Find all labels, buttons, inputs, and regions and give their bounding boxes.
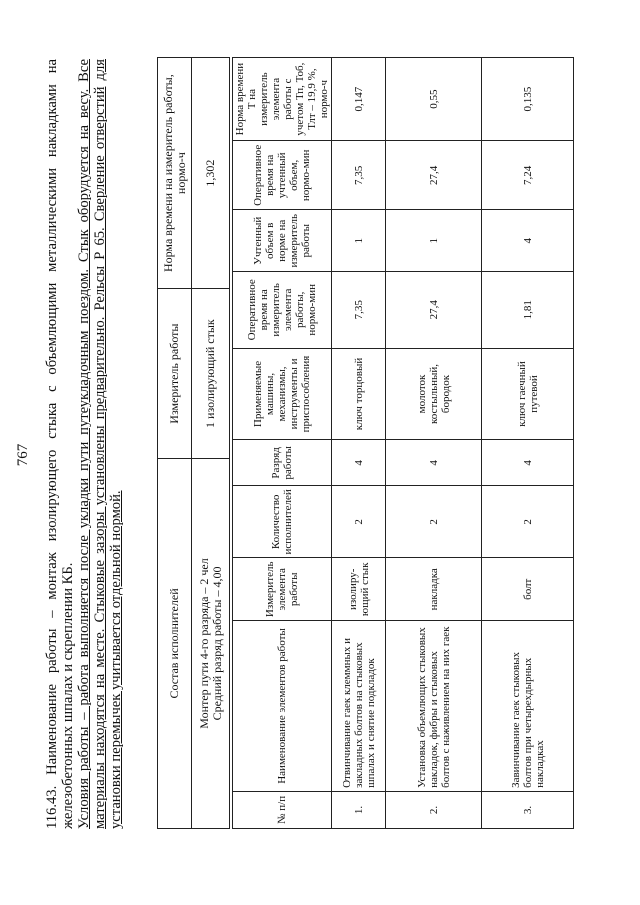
crew-header: Состав исполнителей	[158, 458, 192, 828]
row-name: Установка объемлющих стыковых накладок, фибры и стыковых болтов с наживлением на них гаек	[386, 621, 482, 792]
unit-cell: 1 изолирующий стык	[192, 289, 230, 459]
col-norm-header: Норма времени Т на измеритель элемента работы с учетом Тп, Тоб, Тлт – 19,9 %, нормо-ч	[233, 58, 332, 141]
row-grade: 4	[386, 440, 482, 486]
row-num: 2.	[386, 791, 482, 828]
row-op-vol: 27,4	[386, 141, 482, 210]
table-row	[482, 58, 574, 829]
row-norm: 0,147	[332, 58, 386, 141]
row-unit: изолиру-ющий стык	[332, 558, 386, 621]
row-op-time: 1,81	[482, 272, 574, 348]
row-op-time: 7,35	[332, 272, 386, 348]
row-unit: болт	[482, 558, 574, 621]
row-tools: ключ торцовый	[332, 348, 386, 440]
row-workers: 2	[482, 486, 574, 558]
col-opvol-header: Оперативное время на учтенный объем, нормо-мин	[233, 141, 332, 210]
row-op-time: 27,4	[386, 272, 482, 348]
crew-table	[157, 57, 230, 829]
row-name: Завинчивание гаек стыковых болтов при четырехдырных накладках	[482, 621, 574, 792]
norm-cell: 1,302	[192, 58, 230, 289]
page-number: 767	[15, 443, 31, 467]
row-workers: 2	[386, 486, 482, 558]
row-norm: 0,55	[386, 58, 482, 141]
col-grade-header: Разряд работы	[233, 440, 332, 486]
table-row	[386, 58, 482, 829]
row-norm: 0,135	[482, 58, 574, 141]
row-op-vol: 7,35	[332, 141, 386, 210]
operations-table	[232, 57, 574, 829]
row-grade: 4	[482, 440, 574, 486]
crew-line-1: Монтер пути 4-го разряда – 2 чел	[196, 558, 211, 729]
crew-line-2: Средний разряд работы – 4,00	[209, 566, 224, 721]
row-volume: 1	[332, 210, 386, 272]
norm-header: Норма времени на измеритель работы, нормо-ч	[158, 58, 192, 289]
table-row	[332, 58, 386, 829]
work-conditions	[76, 59, 124, 829]
conditions-text: Условия работы – работа выполняется после укладки пути путеукладочным поездом. Стык оборудуется на весу. Все материалы находятся на месте. Стыковые зазоры установлены предварительно. Рельсы Р 65. Сверление отверстий	[76, 59, 108, 829]
row-num: 3.	[482, 791, 574, 828]
row-grade: 4	[332, 440, 386, 486]
work-description	[44, 59, 124, 829]
row-unit: накладка	[386, 558, 482, 621]
row-tools: ключ гаечный путевой	[482, 348, 574, 440]
unit-header: Измеритель работы	[158, 289, 192, 459]
col-workers-header: Количество исполнителей	[233, 486, 332, 558]
row-num: 1.	[332, 791, 386, 828]
col-unit-header: Измеритель элемента работы	[233, 558, 332, 621]
crew-cell	[192, 458, 230, 828]
col-volume-header: Учтенный объем в норме на измеритель работы	[233, 210, 332, 272]
col-tools-header: Применяемые машины, механизмы, инструменты и приспособления	[233, 348, 332, 440]
col-name-header: Наименование элементов работы	[233, 621, 332, 792]
conditions-tail: для установки перемычек учитывается отдельной нормой.	[92, 59, 124, 829]
col-optime-header: Оперативное время на измеритель элемента работы, нормо-мин	[233, 272, 332, 348]
col-num-header: № п/п	[233, 791, 332, 828]
row-tools: молоток костыльный, бородок	[386, 348, 482, 440]
row-name: Отвинчивание гаек клеммных и закладных болтов на стыковых шпалах и снятие подкладок	[332, 621, 386, 792]
row-op-vol: 7,24	[482, 141, 574, 210]
row-volume: 1	[386, 210, 482, 272]
row-workers: 2	[332, 486, 386, 558]
work-title: 116.43. Наименование работы – монтаж изолирующего стыка с объемлющими металлическими накладками на железобетонных шпалах и скреплении КБ.	[44, 59, 76, 829]
table-header-row	[233, 58, 332, 829]
row-volume: 4	[482, 210, 574, 272]
